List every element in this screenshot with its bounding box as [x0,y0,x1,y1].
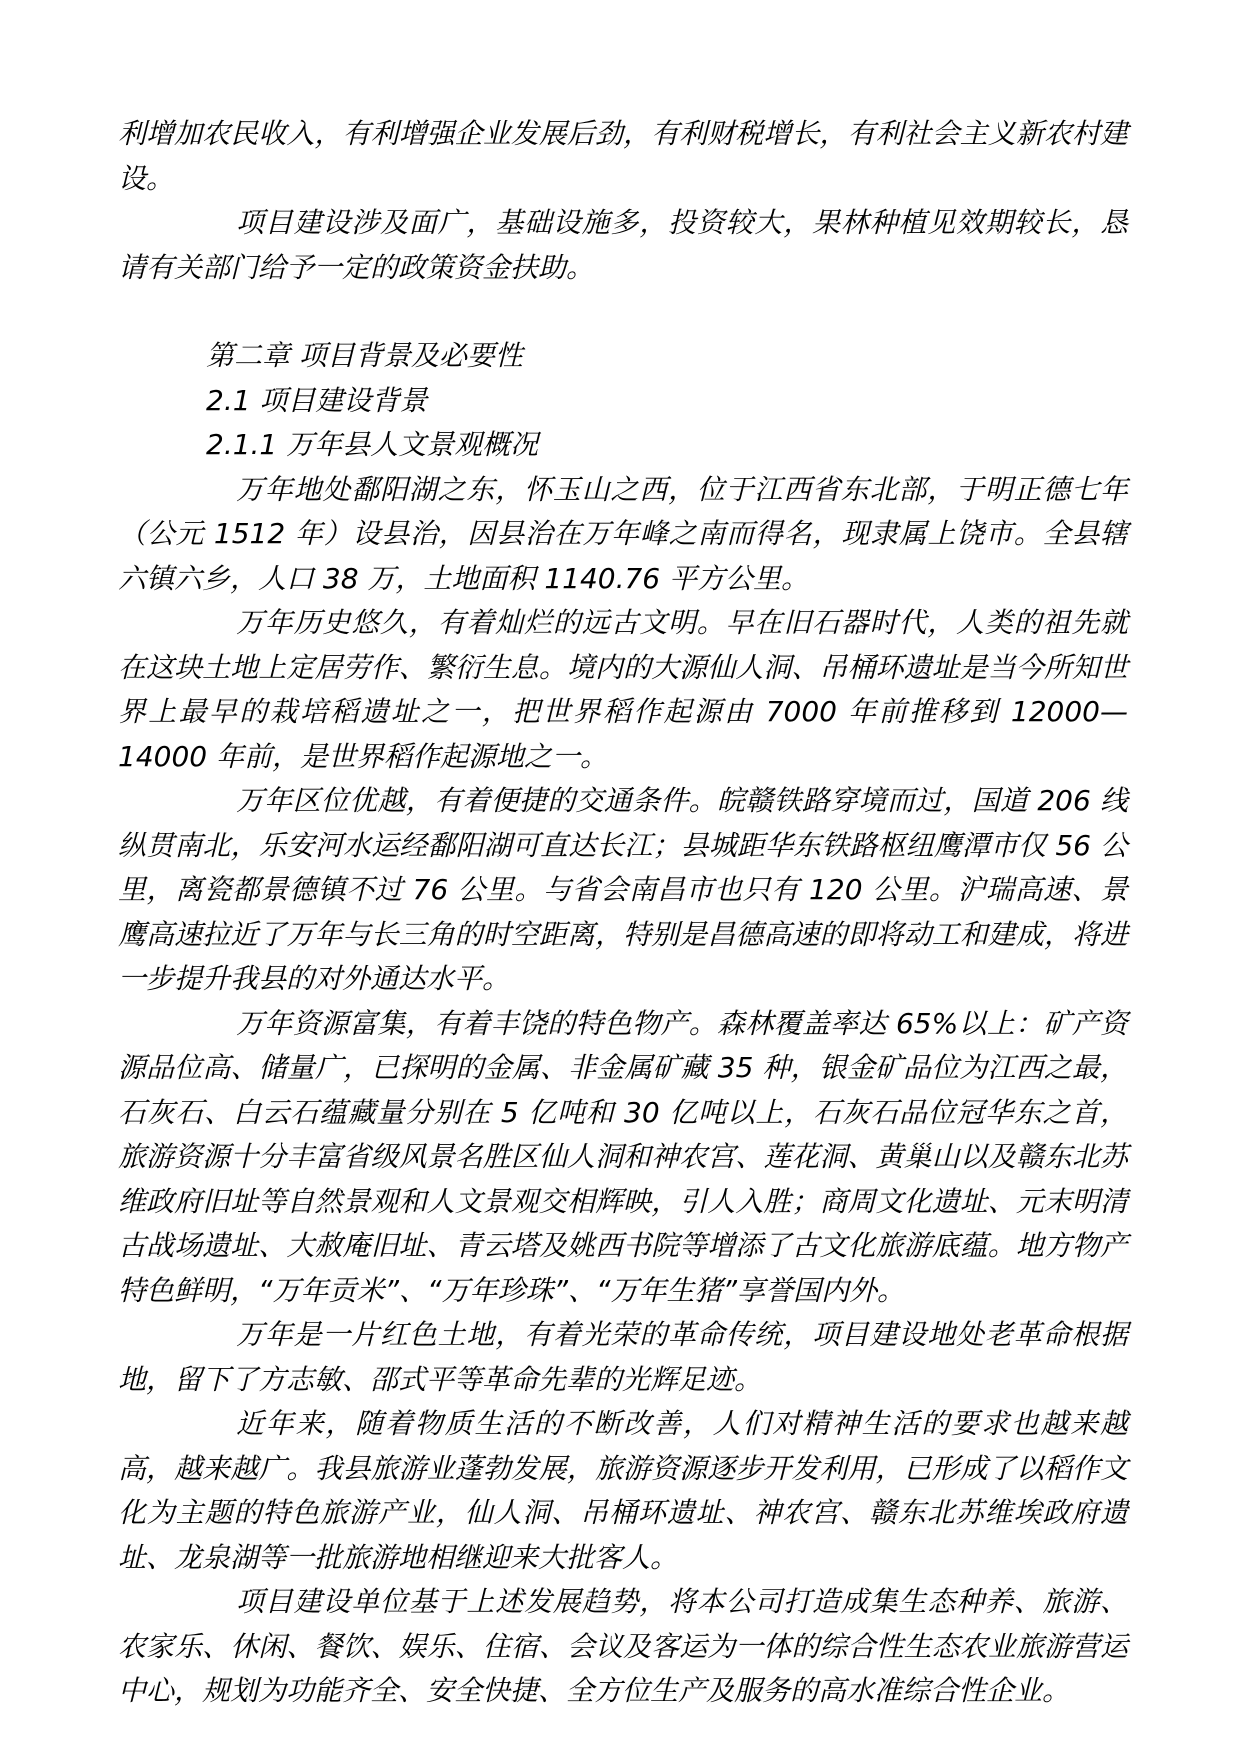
chapter-title: 第二章 项目背景及必要性 [206,339,523,372]
paragraph-location: 万年地处鄱阳湖之东，怀玉山之西，位于江西省东北部，于明正德七年（公元 1512 年）设县治，因县治在万年峰之南而得名，现隶属上饶市。全县辖六镇六乡，人口 38 万，土地面积 1140.76 平方公里。 [118,472,1128,595]
paragraph-transport: 万年区位优越，有着便捷的交通条件。皖赣铁路穿境而过，国道 206 线纵贯南北，乐安河水运经鄱阳湖可直达长江；县城距华东铁路枢纽鹰潭市仅 56 公里，离瓷都景德镇不过 76 公里。与省会南昌市也只有 120 公里。沪瑞高速、景鹰高速拉近了万年与长三角的时空距离，特别是昌德高速的即将动工和建成，将进一步提升我县的对外通达水平。 [118,784,1128,995]
paragraph-spacer [118,290,1128,334]
paragraph-tourism: 近年来，随着物质生活的不断改善，人们对精神生活的要求也越来越高，越来越广。我县旅游业蓬勃发展，旅游资源逐步开发利用，已形成了以稻作文化为主题的特色旅游产业，仙人洞、吊桶环遗址、神农宫、赣东北苏维埃政府遗址、龙泉湖等一批旅游地相继迎来大批客人。 [118,1407,1128,1574]
document-body [118,112,1128,1714]
section-title: 2.1 项目建设背景 [206,383,428,417]
subsection-title: 2.1.1 万年县人文景观概况 [206,428,539,461]
paragraph-funding-request: 项目建设涉及面广，基础设施多，投资较大，果林种植见效期较长，恳请有关部门给予一定的政策资金扶助。 [118,206,1128,284]
paragraph-continuation: 利增加农民收入，有利增强企业发展后劲，有利财税增长，有利社会主义新农村建设。 [118,117,1128,195]
paragraph-history: 万年历史悠久，有着灿烂的远古文明。早在旧石器时代，人类的祖先就在这块土地上定居劳作、繁衍生息。境内的大源仙人洞、吊桶环遗址是当今所知世界上最早的栽培稻遗址之一，把世界稻作起源由 7000 年前推移到 12000—14000 年前，是世界稻作起源地之一。 [118,606,1128,773]
paragraph-revolution: 万年是一片红色土地，有着光荣的革命传统，项目建设地处老革命根据地，留下了方志敏、邵式平等革命先辈的光辉足迹。 [118,1318,1128,1396]
paragraph-project-plan: 项目建设单位基于上述发展趋势，将本公司打造成集生态种养、旅游、农家乐、休闲、餐饮、娱乐、住宿、会议及客运为一体的综合性生态农业旅游营运中心，规划为功能齐全、安全快捷、全方位生产及服务的高水准综合性企业。 [118,1585,1128,1707]
paragraph-resources: 万年资源富集，有着丰饶的特色物产。森林覆盖率达 65%以上：矿产资源品位高、储量广，已探明的金属、非金属矿藏 35 种，银金矿品位为江西之最，石灰石、白云石蕴藏量分别在 5 亿吨和 30 亿吨以上，石灰石品位冠华东之首，旅游资源十分丰富省级风景名胜区仙人洞和神农宫、莲花洞、黄巢山以及赣东北苏维政府旧址等自然景观和人文景观交相辉映，引人入胜；商周文化遗址、元末明清古战场遗址、大赦庵旧址、青云塔及姚西书院等增添了古文化旅游底蕴。地方物产特色鲜明，“万年贡米”、“万年珍珠”、“万年生猪”享誉国内外。 [118,1006,1128,1307]
